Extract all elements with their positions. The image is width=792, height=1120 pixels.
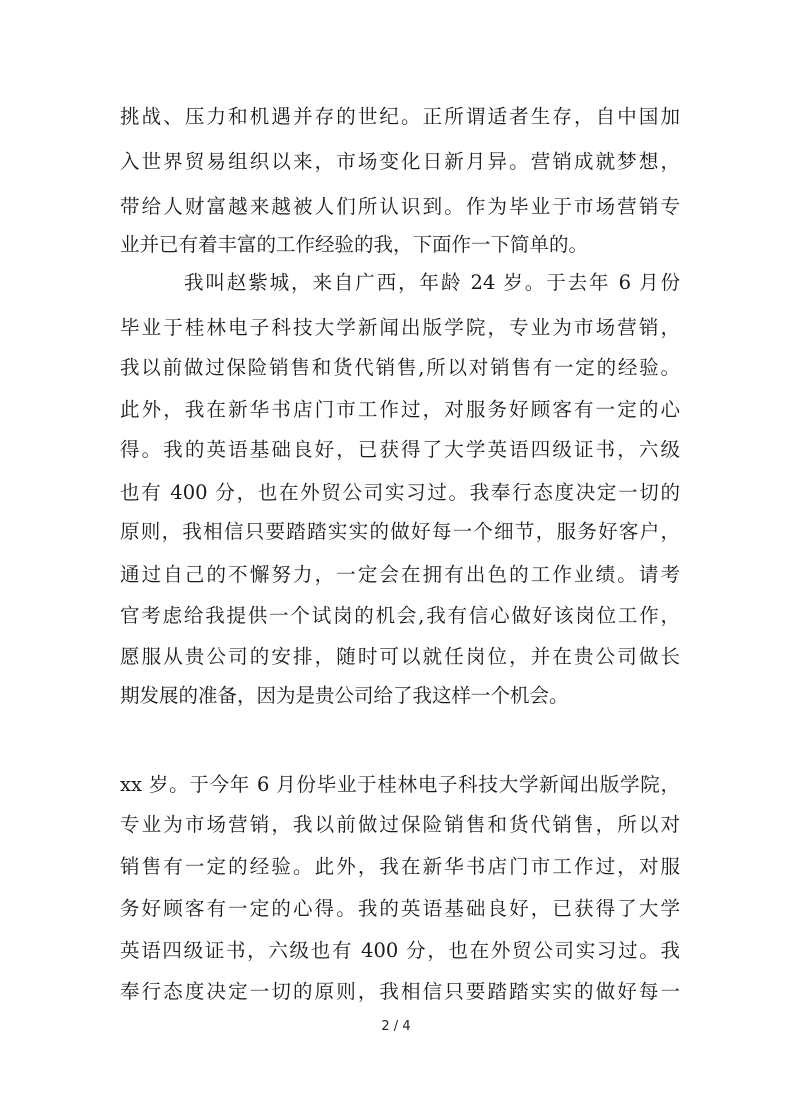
page-number: 2 / 4: [381, 1019, 411, 1034]
paragraph-line: 官考虑给我提供一个试岗的机会,我有信心做好该岗位工作，: [120, 604, 680, 627]
paragraph-line: 我叫赵紫城，来自广西，年龄 24 岁。于去年 6 月份: [184, 271, 680, 294]
paragraph-line: 此外，我在新华书店门市工作过，对服务好顾客有一定的心: [120, 398, 680, 421]
paragraph-line: 毕业于桂林电子科技大学新闻出版学院，专业为市场营销，: [120, 316, 680, 339]
paragraph-line: 得。我的英语基础良好，已获得了大学英语四级证书，六级: [120, 438, 680, 461]
paragraph-line: 通过自己的不懈努力，一定会在拥有出色的工作业绩。请考: [120, 563, 680, 586]
paragraph-line: 务好顾客有一定的心得。我的英语基础良好，已获得了大学: [120, 897, 680, 920]
paragraph-line: 也有 400 分，也在外贸公司实习过。我奉行态度决定一切的: [120, 481, 680, 504]
paragraph-line: 入世界贸易组织以来，市场变化日新月异。营销成就梦想，: [120, 150, 680, 173]
paragraph-line: 带给人财富越来越被人们所认识到。作为毕业于市场营销专: [120, 195, 680, 218]
paragraph-line: 原则，我相信只要踏踏实实的做好每一个细节，服务好客户，: [120, 520, 680, 543]
paragraph-line: 奉行态度决定一切的原则，我相信只要踏踏实实的做好每一: [120, 980, 680, 1003]
paragraph-line: 专业为市场营销，我以前做过保险销售和货代销售，所以对: [120, 813, 680, 836]
paragraph-line: 业并已有着丰富的工作经验的我，下面作一下简单的。: [120, 233, 589, 256]
paragraph-line: 我以前做过保险销售和货代销售,所以对销售有一定的经验。: [120, 356, 680, 379]
paragraph-line: 英语四级证书，六级也有 400 分，也在外贸公司实习过。我: [120, 939, 680, 962]
paragraph-line: 愿服从贵公司的安排，随时可以就任岗位，并在贵公司做长: [120, 645, 680, 668]
paragraph-line: 销售有一定的经验。此外，我在新华书店门市工作过，对服: [120, 855, 680, 878]
paragraph-line: 挑战、压力和机遇并存的世纪。正所谓适者生存，自中国加: [120, 105, 680, 128]
paragraph-line: xx 岁。于今年 6 月份毕业于桂林电子科技大学新闻出版学院，: [120, 773, 680, 796]
paragraph-line: 期发展的准备，因为是贵公司给了我这样一个机会。: [120, 684, 569, 707]
